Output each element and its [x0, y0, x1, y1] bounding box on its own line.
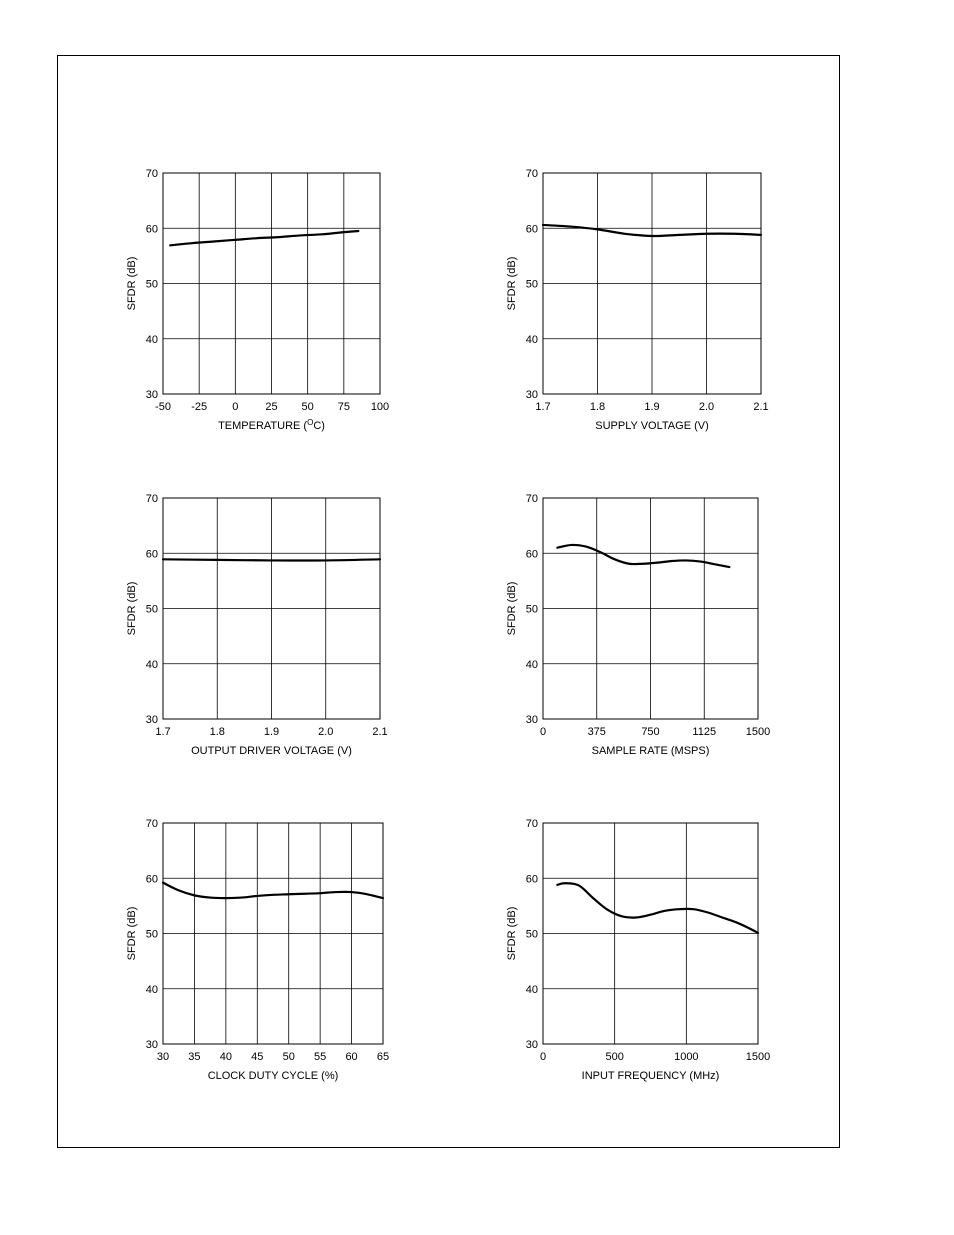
x-tick-label: -50	[155, 401, 171, 413]
y-tick-label: 40	[145, 658, 158, 671]
chart-6	[506, 818, 770, 1082]
x-tick-label: 1.7	[535, 401, 551, 413]
x-tick-label: 45	[251, 1051, 264, 1063]
y-tick-label: 50	[525, 278, 538, 291]
x-tick-label: 25	[265, 401, 278, 413]
x-axis-title: TEMPERATURE ($^O$C)	[218, 418, 325, 432]
series-line	[163, 883, 383, 898]
y-tick-label: 70	[525, 168, 538, 180]
y-tick-label: 30	[525, 1039, 538, 1051]
y-tick-label: 50	[145, 603, 158, 616]
y-tick-label: 40	[525, 333, 538, 346]
y-tick-label: 40	[525, 658, 538, 671]
y-axis-title: SFDR (dB)	[126, 581, 138, 636]
y-tick-label: 60	[525, 548, 538, 561]
y-tick-label: 60	[145, 548, 158, 561]
x-tick-label: 2.1	[753, 401, 769, 413]
x-tick-label: 750	[641, 726, 660, 738]
y-axis-title: SFDR (dB)	[506, 906, 518, 961]
x-tick-label: 1125	[692, 726, 717, 738]
chart-4	[506, 493, 770, 757]
chart-3	[126, 493, 388, 757]
y-tick-label: 30	[145, 714, 158, 726]
y-tick-label: 40	[145, 333, 158, 346]
x-tick-label: 1500	[745, 726, 771, 738]
x-axis-title: SAMPLE RATE (MSPS)	[591, 745, 710, 757]
y-tick-label: 60	[525, 223, 538, 236]
y-tick-label: 60	[525, 873, 538, 886]
y-axis-title: SFDR (dB)	[506, 581, 518, 636]
y-tick-label: 30	[525, 714, 538, 726]
y-axis-title: SFDR (dB)	[126, 256, 138, 311]
series-line	[163, 559, 380, 560]
x-axis-title: CLOCK DUTY CYCLE (%)	[207, 1070, 339, 1082]
y-tick-label: 30	[145, 1039, 158, 1051]
x-tick-label: 40	[219, 1051, 232, 1063]
x-tick-label: 30	[156, 1051, 170, 1063]
y-tick-label: 60	[145, 223, 158, 236]
y-tick-label: 70	[145, 818, 158, 830]
chart-1	[126, 168, 389, 432]
x-tick-label: 1.8	[209, 726, 225, 738]
x-tick-label: 2.1	[372, 726, 388, 738]
x-axis-title-superscript: O	[307, 418, 314, 427]
x-tick-label: 65	[376, 1051, 390, 1063]
x-tick-label: 2.0	[698, 401, 715, 413]
y-tick-label: 40	[145, 983, 158, 996]
x-tick-label: 0	[232, 401, 239, 413]
y-tick-label: 40	[525, 983, 538, 996]
series-line	[170, 231, 358, 245]
series-line	[557, 545, 729, 567]
x-tick-label: 0	[539, 1051, 547, 1063]
x-tick-label: 60	[345, 1051, 358, 1063]
y-axis-title: SFDR (dB)	[126, 906, 138, 961]
x-tick-label: 2.0	[318, 726, 334, 738]
x-axis-title-suffix: C)	[313, 420, 325, 432]
y-tick-label: 50	[525, 928, 538, 941]
y-axis-title: SFDR (dB)	[506, 256, 518, 311]
x-tick-label: 500	[605, 1051, 624, 1063]
x-tick-label: 1.9	[644, 401, 660, 413]
x-axis-title: SUPPLY VOLTAGE (V)	[595, 420, 709, 432]
chart-2	[506, 168, 769, 432]
y-tick-label: 70	[145, 493, 158, 505]
x-axis-title: OUTPUT DRIVER VOLTAGE (V)	[191, 745, 352, 757]
y-tick-label: 30	[525, 389, 538, 401]
x-tick-label: 1.9	[263, 726, 280, 738]
x-tick-label: 375	[587, 726, 606, 738]
x-tick-label: 75	[337, 401, 350, 413]
y-tick-label: 50	[525, 603, 538, 616]
y-tick-label: 70	[145, 168, 158, 180]
y-tick-label: 60	[145, 873, 158, 886]
x-tick-label: 50	[282, 1051, 295, 1063]
y-tick-label: 30	[145, 389, 158, 401]
series-line	[557, 883, 758, 933]
y-tick-label: 50	[145, 928, 158, 941]
x-tick-label: 35	[188, 1051, 201, 1063]
x-axis-title: INPUT FREQUENCY (MHz)	[581, 1070, 720, 1082]
x-tick-label: 100	[370, 401, 390, 413]
x-tick-label: 50	[301, 401, 314, 413]
x-tick-label: 1500	[745, 1051, 771, 1063]
x-tick-label: 1.8	[589, 401, 606, 413]
y-tick-label: 70	[525, 818, 538, 830]
x-tick-label: 1000	[674, 1051, 699, 1063]
x-tick-label: -25	[191, 401, 208, 413]
x-tick-label: 1.7	[155, 726, 171, 738]
x-tick-label: 0	[539, 726, 547, 738]
y-tick-label: 70	[525, 493, 538, 505]
x-tick-label: 55	[314, 1051, 327, 1063]
chart-5	[126, 818, 389, 1082]
y-tick-label: 50	[145, 278, 158, 291]
